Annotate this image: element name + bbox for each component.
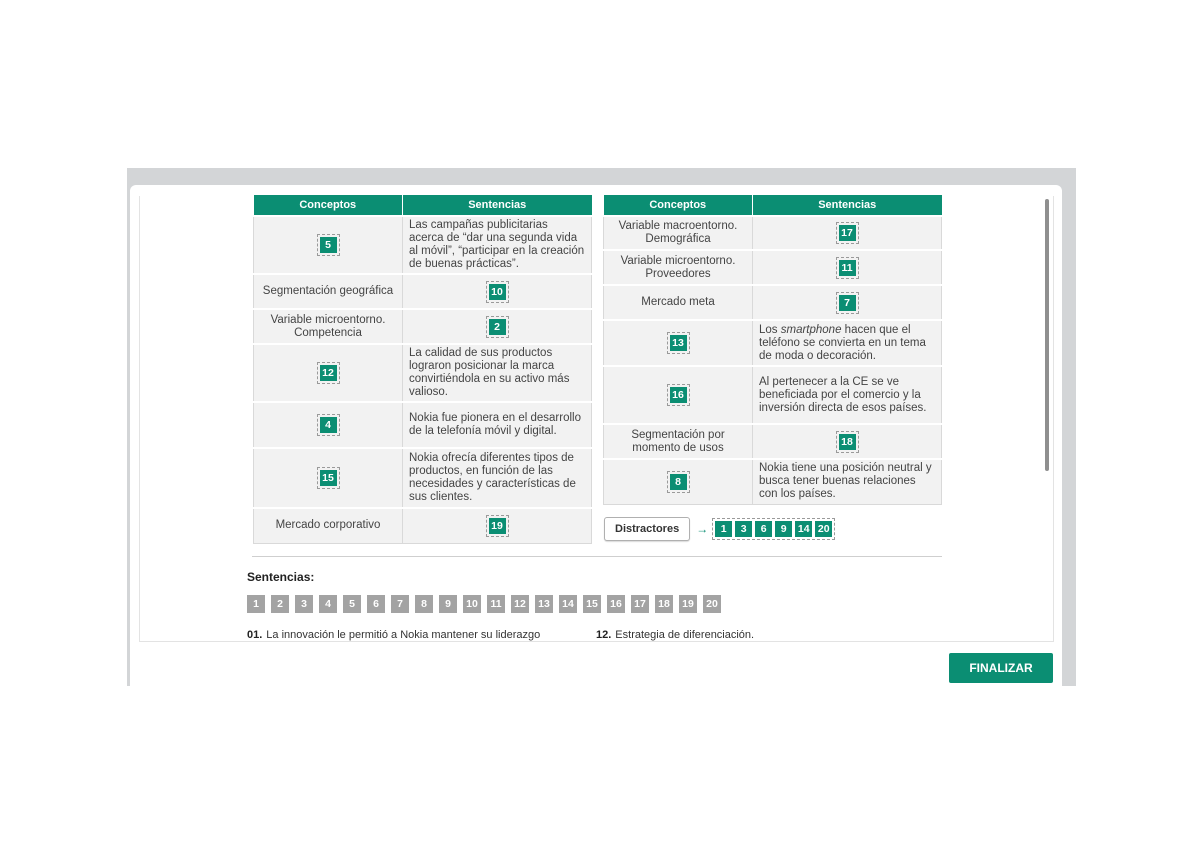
concept-text: Variable microentorno. Proveedores xyxy=(604,250,753,285)
sentence-chip[interactable]: 9 xyxy=(439,595,457,613)
answer-badge[interactable]: 10 xyxy=(489,284,506,300)
table-row xyxy=(604,216,942,250)
header-sentencias: Sentencias xyxy=(753,195,942,216)
legend-text: La innovación le permitió a Nokia mantener su liderazgo xyxy=(266,629,541,641)
sentence-chip[interactable]: 3 xyxy=(295,595,313,613)
sentence-text: Nokia ofrecía diferentes tipos de productos, en función de las necesidades y características de sus clientes. xyxy=(403,448,592,508)
distractor-badge[interactable]: 9 xyxy=(775,521,792,537)
table-row xyxy=(604,459,942,504)
sentence-chip[interactable]: 2 xyxy=(271,595,289,613)
distractors-drop-slot[interactable] xyxy=(712,518,835,540)
table-row xyxy=(254,448,592,508)
distractors-button[interactable]: Distractores xyxy=(604,517,690,541)
sentence-text: Nokia fue pionera en el desarrollo de la telefonía móvil y digital. xyxy=(403,402,592,448)
answer-badge[interactable]: 5 xyxy=(320,237,337,253)
distractor-badge[interactable]: 3 xyxy=(735,521,752,537)
table-row xyxy=(604,285,942,320)
distractor-badge[interactable]: 1 xyxy=(715,521,732,537)
arrow-right-icon: → xyxy=(696,522,709,536)
table-row xyxy=(254,344,592,402)
sentence-chip[interactable]: 10 xyxy=(463,595,481,613)
answer-badge[interactable]: 12 xyxy=(320,365,337,381)
sentence-chip[interactable]: 20 xyxy=(703,595,721,613)
answer-badge[interactable]: 18 xyxy=(839,434,856,450)
sentence-chip[interactable]: 19 xyxy=(679,595,697,613)
answer-badge[interactable]: 15 xyxy=(320,470,337,486)
sentence-chip[interactable]: 12 xyxy=(511,595,529,613)
distractors-row xyxy=(604,517,835,541)
sentence-chip[interactable]: 14 xyxy=(559,595,577,613)
distractor-badge[interactable]: 20 xyxy=(815,521,832,537)
drop-slot[interactable] xyxy=(836,257,859,279)
sentence-chip[interactable]: 18 xyxy=(655,595,673,613)
finish-button[interactable]: FINALIZAR xyxy=(949,653,1053,683)
concept-text: Segmentación geográfica xyxy=(254,274,403,309)
sentence-chip[interactable]: 4 xyxy=(319,595,337,613)
table-row xyxy=(254,402,592,448)
sentence-text: La calidad de sus productos lograron posicionar la marca convirtiéndola en su activo más valioso. xyxy=(403,344,592,402)
sentence-chip[interactable]: 16 xyxy=(607,595,625,613)
scrollbar[interactable] xyxy=(1045,199,1049,471)
header-conceptos: Conceptos xyxy=(604,195,753,216)
answer-badge[interactable]: 19 xyxy=(489,518,506,534)
concept-text: Variable macroentorno. Demográfica xyxy=(604,216,753,250)
sentences-title: Sentencias: xyxy=(247,570,315,584)
divider xyxy=(252,556,942,557)
drop-slot[interactable] xyxy=(836,292,859,314)
concept-text: Variable microentorno. Competencia xyxy=(254,309,403,344)
legend-text: Estrategia de diferenciación. xyxy=(615,629,755,641)
table-row xyxy=(604,424,942,459)
answer-badge[interactable]: 4 xyxy=(320,417,337,433)
sentence-text: Al pertenecer a la CE se ve beneficiada por el comercio y la inversión directa de esos países. xyxy=(753,366,942,424)
sentence-chip[interactable]: 1 xyxy=(247,595,265,613)
table-row xyxy=(604,320,942,366)
legend-number: 01. xyxy=(247,629,263,641)
concept-text: Mercado meta xyxy=(604,285,753,320)
sentence-chips xyxy=(247,595,721,613)
drop-slot[interactable] xyxy=(667,384,690,406)
drop-slot[interactable] xyxy=(486,515,509,537)
sentence-chip[interactable]: 6 xyxy=(367,595,385,613)
drop-slot[interactable] xyxy=(317,467,340,489)
header-sentencias: Sentencias xyxy=(403,195,592,216)
distractor-badge[interactable]: 6 xyxy=(755,521,772,537)
drop-slot[interactable] xyxy=(836,431,859,453)
drop-slot[interactable] xyxy=(317,414,340,436)
sentence-chip[interactable]: 7 xyxy=(391,595,409,613)
concept-text: Mercado corporativo xyxy=(254,508,403,543)
drop-slot[interactable] xyxy=(317,234,340,256)
right-concepts-table xyxy=(603,195,942,505)
legend-number: 12. xyxy=(596,629,612,641)
answer-badge[interactable]: 17 xyxy=(839,225,856,241)
table-row xyxy=(254,274,592,309)
concept-text: Segmentación por momento de usos xyxy=(604,424,753,459)
table-row xyxy=(604,250,942,285)
sentence-text: Los smartphone hacen que el teléfono se convierta en un tema de moda o decoración. xyxy=(753,320,942,366)
table-row xyxy=(604,366,942,424)
answer-badge[interactable]: 8 xyxy=(670,474,687,490)
table-row xyxy=(254,508,592,543)
legend-item xyxy=(247,629,540,641)
drop-slot[interactable] xyxy=(667,471,690,493)
answer-badge[interactable]: 13 xyxy=(670,335,687,351)
drop-slot[interactable] xyxy=(486,281,509,303)
table-row xyxy=(254,309,592,344)
sentence-chip[interactable]: 8 xyxy=(415,595,433,613)
drop-slot[interactable] xyxy=(317,362,340,384)
legend-item xyxy=(596,629,754,641)
answer-badge[interactable]: 16 xyxy=(670,387,687,403)
left-concepts-table xyxy=(253,195,592,544)
table-row xyxy=(254,216,592,274)
sentence-chip[interactable]: 5 xyxy=(343,595,361,613)
answer-badge[interactable]: 11 xyxy=(839,260,856,276)
answer-badge[interactable]: 7 xyxy=(839,295,856,311)
sentence-chip[interactable]: 15 xyxy=(583,595,601,613)
drop-slot[interactable] xyxy=(667,332,690,354)
sentence-chip[interactable]: 13 xyxy=(535,595,553,613)
emphasis-text: smartphone xyxy=(780,323,842,336)
drop-slot[interactable] xyxy=(836,222,859,244)
header-conceptos: Conceptos xyxy=(254,195,403,216)
sentence-text: Nokia tiene una posición neutral y busca tener buenas relaciones con los países. xyxy=(753,459,942,504)
sentence-chip[interactable]: 11 xyxy=(487,595,505,613)
distractor-badge[interactable]: 14 xyxy=(795,521,812,537)
sentence-text: Las campañas publicitarias acerca de “dar una segunda vida al móvil”, “participar en la creación de buenas prácticas”. xyxy=(403,216,592,274)
sentence-chip[interactable]: 17 xyxy=(631,595,649,613)
drop-slot[interactable] xyxy=(486,316,509,338)
answer-badge[interactable]: 2 xyxy=(489,319,506,335)
